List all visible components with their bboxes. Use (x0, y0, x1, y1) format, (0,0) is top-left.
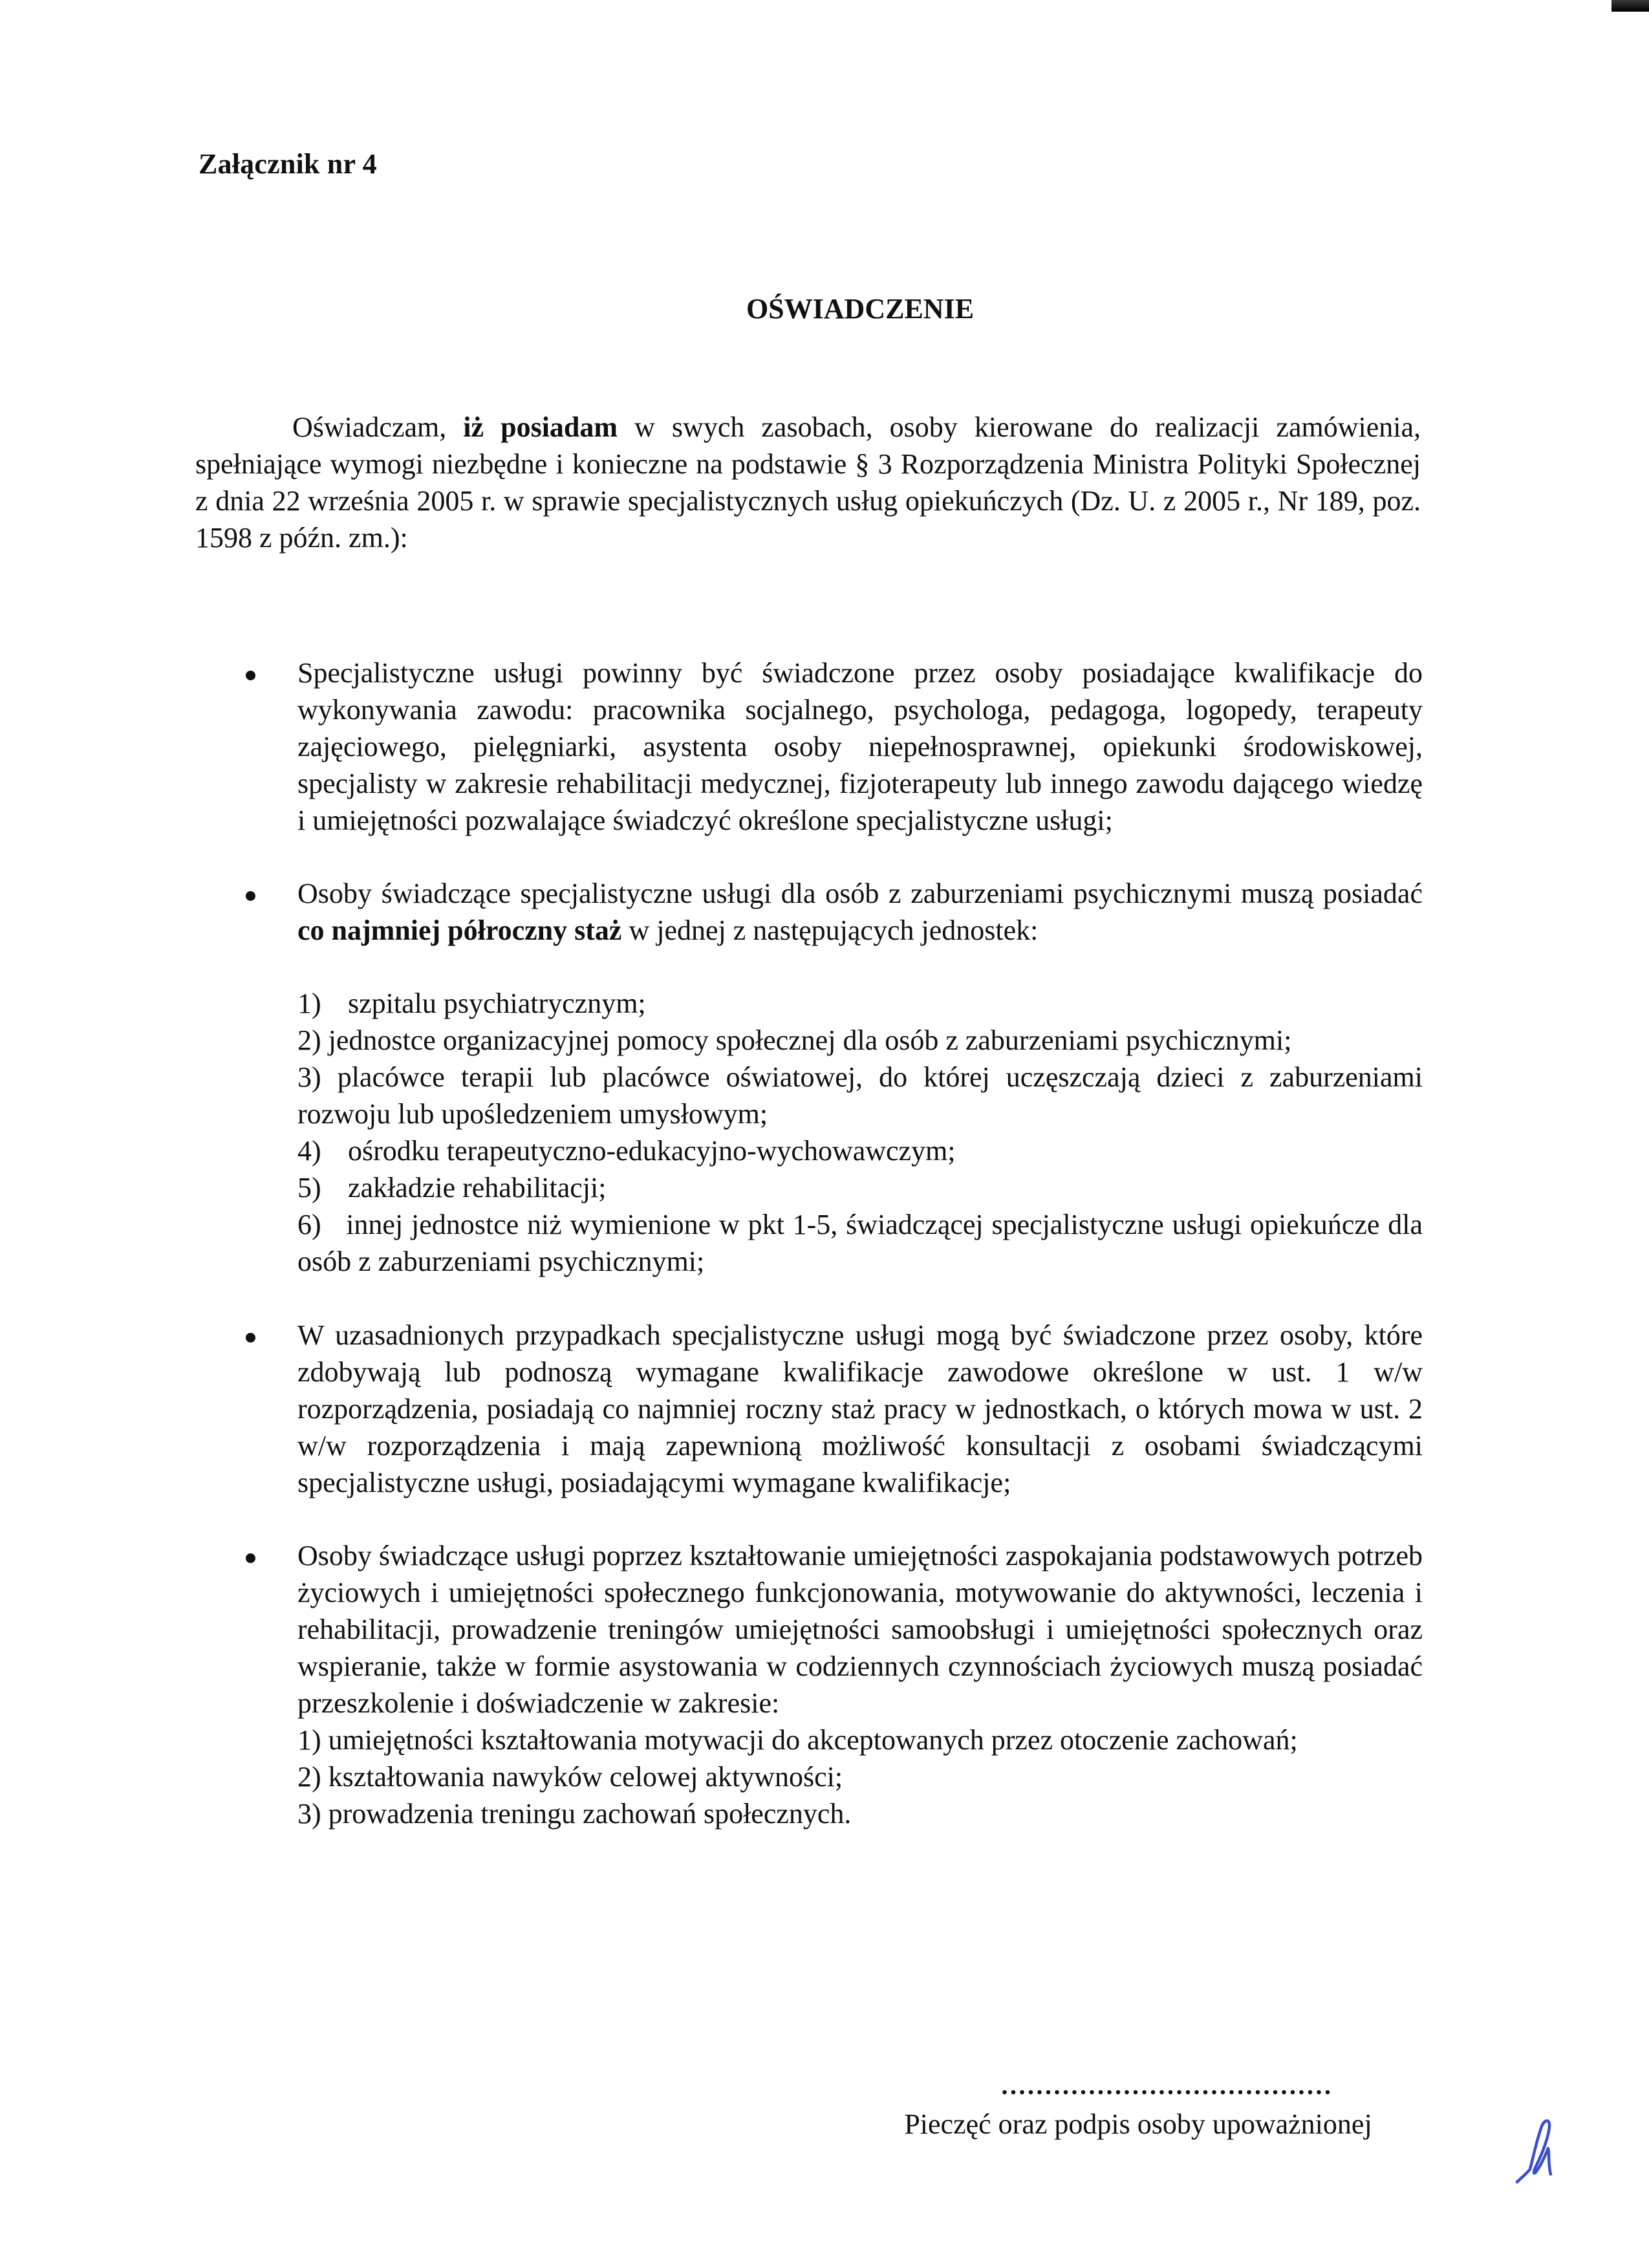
bullet-icon (246, 1333, 255, 1343)
unit-item (297, 985, 1423, 1022)
item-number: 4) (297, 1135, 321, 1167)
requirement-text (297, 875, 1423, 949)
item-number: 5) (297, 1172, 321, 1204)
signature-block (867, 2073, 1410, 2141)
signature-stroke (1517, 2121, 1551, 2182)
training-item (297, 1758, 1423, 1795)
requirement-item (220, 875, 1423, 1280)
signature-line: ...................................... (1001, 2071, 1333, 2100)
unit-item (297, 1169, 1423, 1206)
handwritten-initial-icon (1513, 2115, 1565, 2186)
intro-suffix: w swych zasobach, osoby kierowane do realizacji zamówienia, spełniające wymogi niezbędne i konieczne na podstawie § 3 Rozporządzenia Ministra Polityki Społecznej z dnia 22 września 2005 r. w sprawie specjalistycznych usług opiekuńczych (Dz. U. z 2005 r., Nr 189, poz. 1598 z późn. zm.): (195, 411, 1421, 554)
unit-item (297, 1206, 1423, 1280)
unit-item (297, 1059, 1423, 1132)
item-number: 6) (297, 1209, 321, 1240)
training-list (297, 1722, 1423, 1832)
item-text: ośrodku terapeutyczno-edukacyjno-wychowawczym; (348, 1135, 956, 1167)
item-text: szpitalu psychiatrycznym; (348, 988, 646, 1019)
intro-prefix: Oświadczam, (292, 411, 464, 443)
requirement-item (220, 1317, 1423, 1501)
item-text: zakładzie rehabilitacji; (348, 1172, 607, 1204)
requirement-bold: co najmniej półroczny staż (297, 914, 622, 946)
document-title: OŚWIADCZENIE (746, 293, 975, 325)
training-item (297, 1795, 1423, 1832)
bullet-icon (246, 1553, 255, 1563)
item-number: 3) (297, 1798, 321, 1830)
requirement-text: Specjalistyczne usługi powinny być świadczone przez osoby posiadające kwalifikacje do wykonywania zawodu: pracownika socjalnego, psychologa, pedagoga, logopedy, terapeuty zajęciowego, pielęgniarki, asystenta osoby niepełnosprawnej, opiekunki środowiskowej, specjalisty w zakresie rehabilitacji medycznej, fizjoterapeuty lub innego zawodu dającego wiedzę i umiejętności pozwalające świadczyć określone specjalistyczne usługi; (297, 657, 1423, 836)
item-text: placówce terapii lub placówce oświatowej, do której uczęszczają dzieci z zaburzeniami rozwoju lub upośledzeniem umysłowym; (297, 1061, 1423, 1130)
bullet-icon (246, 671, 255, 680)
requirements-list (220, 654, 1423, 1832)
requirement-text: W uzasadnionych przypadkach specjalistyczne usługi mogą być świadczone przez osoby, które zdobywają lub podnoszą wymagane kwalifikacje zawodowe określone w ust. 1 w/w rozporządzenia, posiadają co najmniej roczny staż pracy w jednostkach, o których mowa w ust. 2 w/w rozporządzenia i mają zapewnioną możliwość konsultacji z osobami świadczącymi specjalistyczne usługi, posiadającymi wymagane kwalifikacje; (297, 1319, 1423, 1498)
intro-bold: iż posiadam (463, 411, 618, 443)
item-number: 2) (297, 1761, 321, 1793)
intro-paragraph (195, 409, 1421, 556)
bullet-icon (246, 891, 255, 901)
training-item (297, 1722, 1423, 1758)
item-text: kształtowania nawyków celowej aktywności; (328, 1761, 843, 1793)
item-number: 1) (297, 1724, 321, 1756)
item-text: innej jednostce niż wymienione w pkt 1-5, świadczącej specjalistyczne usługi opiekuńcze dla osób z zaburzeniami psychicznymi; (297, 1209, 1423, 1277)
requirement-suffix: w jednej z następujących jednostek: (621, 914, 1039, 946)
item-number: 2) (297, 1024, 321, 1056)
unit-item (297, 1132, 1423, 1169)
unit-item (297, 1022, 1423, 1059)
requirement-prefix: Osoby świadczące specjalistyczne usługi dla osób z zaburzeniami psychicznymi muszą posiadać (297, 878, 1423, 909)
item-text: prowadzenia treningu zachowań społecznych. (328, 1798, 852, 1830)
requirement-text: Osoby świadczące usługi poprzez kształtowanie umiejętności zaspokajania podstawowych potrzeb życiowych i umiejętności społecznego funkcjonowania, motywowanie do aktywności, leczenia i rehabilitacji, prowadzenie treningów umiejętności samoobsługi i umiejętności społecznych oraz wspieranie, także w formie asystowania w codziennych czynnościach życiowych muszą posiadać przeszkolenie i doświadczenie w zakresie: (297, 1540, 1423, 1719)
requirement-item (220, 1537, 1423, 1832)
item-text: umiejętności kształtowania motywacji do akceptowanych przez otoczenie zachowań; (328, 1724, 1298, 1756)
item-number: 3) (297, 1061, 321, 1093)
attachment-label: Załącznik nr 4 (199, 148, 377, 180)
signature-caption: Pieczęć oraz podpis osoby upoważnionej (904, 2108, 1372, 2140)
item-text: jednostce organizacyjnej pomocy społecznej dla osób z zaburzeniami psychicznymi; (328, 1024, 1292, 1056)
requirement-item (220, 654, 1423, 839)
unit-list (297, 985, 1423, 1280)
item-number: 1) (297, 988, 321, 1019)
